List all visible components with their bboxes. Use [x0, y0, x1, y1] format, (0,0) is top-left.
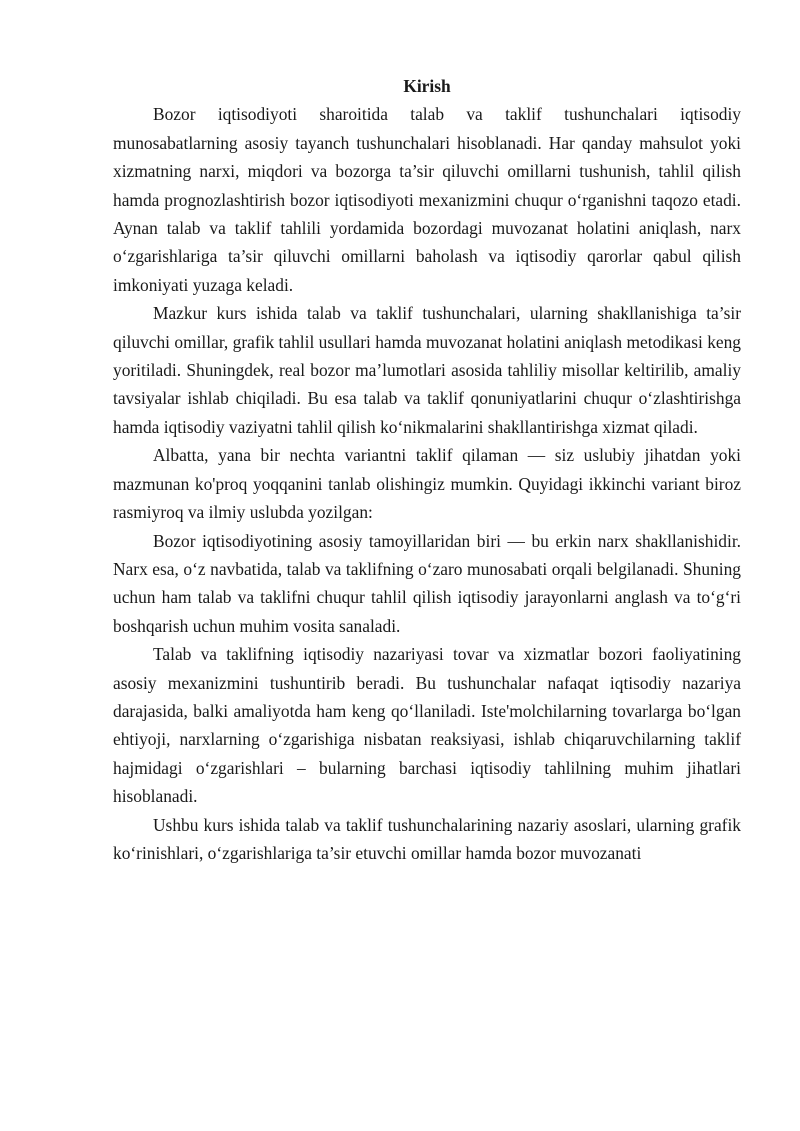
paragraph: Bozor iqtisodiyotining asosiy tamoyillaridan biri — bu erkin narx shakllanishidir. Narx esa, o‘z navbatida, talab va taklifning o‘zaro munosabati orqali belgilanadi. Shuning uchun ham talab va taklifni chuqur tahlil qilish iqtisodiy jarayonlarni anglash va to‘g‘ri boshqarish uchun muhim vosita sanaladi.	[113, 530, 741, 636]
paragraph: Albatta, yana bir nechta variantni taklif qilaman — siz uslubiy jihatdan yoki mazmunan ko'proq yoqqanini tanlab olishingiz mumkin. Quyidagi ikkinchi variant biroz rasmiyroq va ilmiy uslubda yozilgan:	[113, 445, 741, 523]
paragraph: Bozor iqtisodiyoti sharoitida talab va taklif tushunchalari iqtisodiy munosabatlarning asosiy tayanch tushunchalari hisoblanadi. Har qanday mahsulot yoki xizmatning narxi, miqdori va bozorga ta’sir qiluvchi omillarni tushunish, tahlil qilish hamda prognozlashtirish bozor iqtisodiyoti mexanizmini chuqur o‘rganishni taqozo etadi. Aynan talab va taklif tahlili yordamida bozordagi muvozanat holatini aniqlash, narx o‘zgarishlariga ta’sir qiluvchi omillarni baholash va iqtisodiy qarorlar qabul qilish imkoniyati yuzaga keladi.	[113, 104, 741, 295]
paragraph: Ushbu kurs ishida talab va taklif tushunchalarining nazariy asoslari, ularning grafik ko‘rinishlari, o‘zgarishlariga ta’sir etuvchi omillar hamda bozor muvozanati	[113, 814, 741, 863]
paragraph: Mazkur kurs ishida talab va taklif tushunchalari, ularning shakllanishiga ta’sir qiluvchi omillar, grafik tahlil usullari hamda muvozanat holatini aniqlash metodikasi keng yoritiladi. Shuningdek, real bozor ma’lumotlari asosida tahliliy misollar keltirilib, amaliy tavsiyalar ishlab chiqiladi. Bu esa talab va taklif qonuniyatlarini chuqur o‘zlashtirishga hamda iqtisodiy vaziyatni tahlil qilish ko‘nikmalarini shakllantirishga xizmat qiladi.	[113, 303, 741, 437]
section-title: Kirish	[403, 76, 451, 96]
paragraph: Talab va taklifning iqtisodiy nazariyasi tovar va xizmatlar bozori faoliyatining asosiy mexanizmini tushuntirib beradi. Bu tushunchalar nafaqat iqtisodiy nazariya darajasida, balki amaliyotda ham keng qo‘llaniladi. Iste'molchilarning tovarlarga bo‘lgan ehtiyoji, narxlarning o‘zgarishiga nisbatan reaksiyasi, ishlab chiqaruvchilarning taklif hajmidagi o‘zgarishlari – bularning barchasi iqtisodiy tahlilning muhim jihatlari hisoblanadi.	[113, 644, 741, 807]
page-content	[113, 72, 741, 867]
